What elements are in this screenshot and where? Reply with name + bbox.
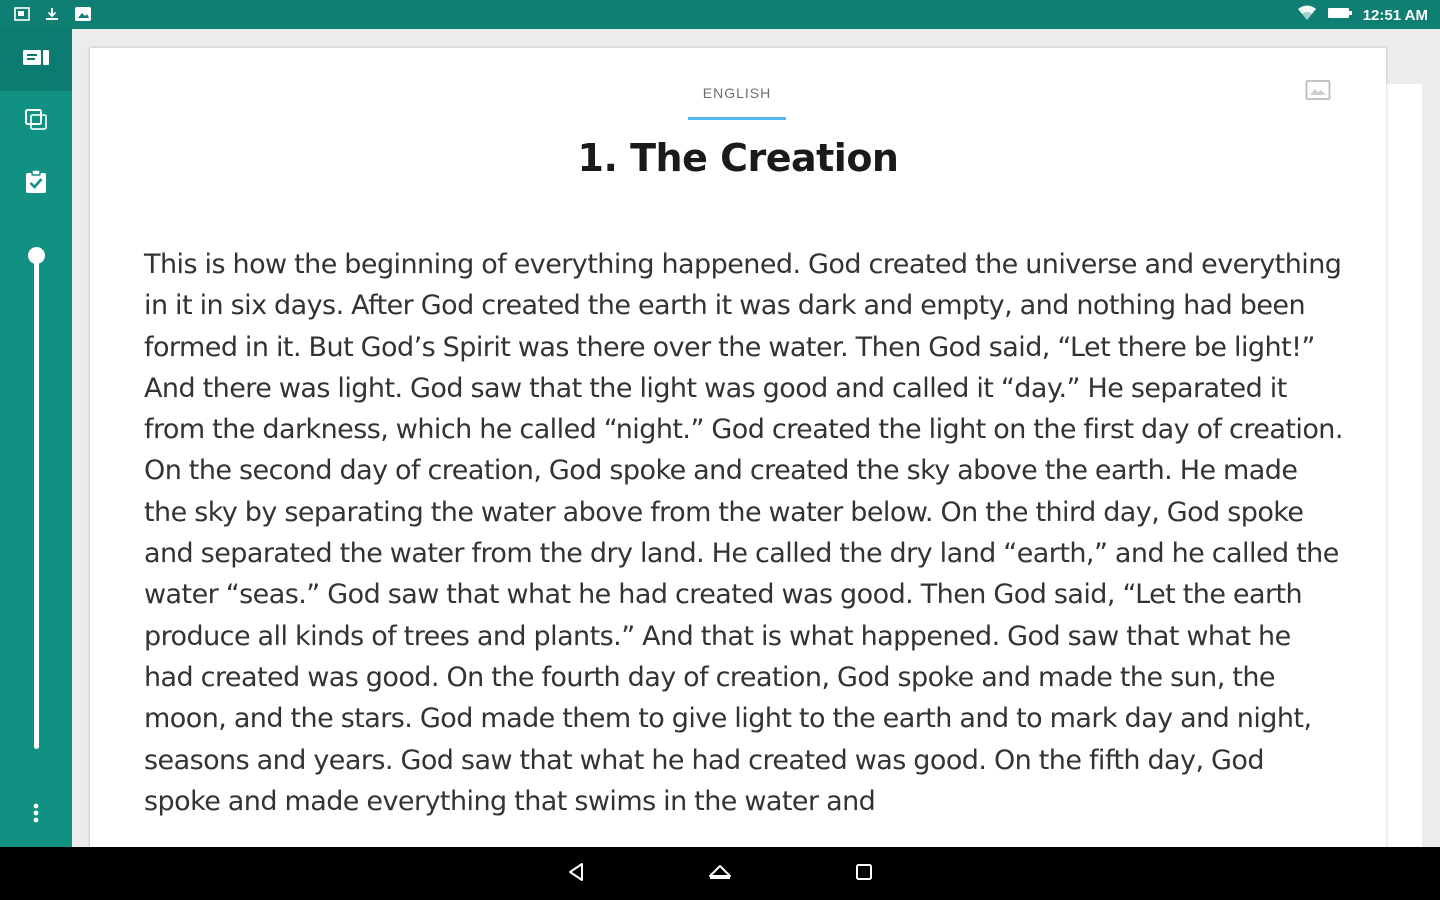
tab-indicator bbox=[688, 117, 786, 120]
download-icon bbox=[44, 6, 60, 26]
clock: 12:51 AM bbox=[1362, 6, 1428, 24]
story-title: 1. The Creation bbox=[577, 136, 899, 180]
back-icon bbox=[565, 861, 587, 887]
back-button[interactable] bbox=[562, 860, 590, 888]
reader-card bbox=[90, 48, 1386, 847]
status-bar bbox=[0, 0, 1440, 29]
sidebar-item-story-list[interactable] bbox=[0, 91, 72, 153]
tab-english-label: ENGLISH bbox=[702, 85, 772, 101]
navigation-bar bbox=[0, 847, 1440, 900]
image-icon bbox=[1305, 79, 1331, 105]
story-body: This is how the beginning of everything happened. God created the universe and everything in it in six days. After God created the earth it was dark and empty, and nothing had been formed in it. But God’s Spirit was there over the water. Then God said, “Let there be light!” And there was light. God saw that the light was good and called it “day.” He separated it from the darkness, which he called “night.” God created the light on the first day of creation. On the second day of creation, God spoke and created the sky above the earth. He made the sky by separating the water above from the water below. On the third day, God spoke and separated the water from the dry land. He called the dry land “earth,” and he called the water “seas.” God saw that what he had created was good. Then God said, “Let the earth produce all kinds of trees and plants.” And that is what happened. God saw that what he had created was good. On the fourth day of creation, God spoke and made the sun, the moon, and the stars. God made them to give light to the earth and to mark day and night, seasons and years. God saw that what he had created was good. On the fifth day, God spoke and made everything that swims in the water and bbox=[144, 249, 1343, 817]
sidebar-item-story-reader[interactable] bbox=[0, 29, 72, 91]
text-size-slider-thumb[interactable] bbox=[28, 247, 45, 264]
battery-icon bbox=[1327, 5, 1353, 25]
book-icon bbox=[22, 47, 50, 73]
more-vertical-icon bbox=[32, 802, 40, 828]
clipboard-check-icon bbox=[23, 169, 49, 199]
notification-icons bbox=[14, 6, 92, 26]
system-indicators bbox=[1297, 4, 1428, 26]
sidebar-item-checklist[interactable] bbox=[0, 153, 72, 215]
home-icon bbox=[707, 861, 733, 887]
more-menu-button[interactable] bbox=[22, 801, 50, 829]
home-button[interactable] bbox=[706, 860, 734, 888]
next-page-edge bbox=[1386, 84, 1422, 847]
recents-icon bbox=[853, 861, 875, 887]
tab-english[interactable] bbox=[688, 78, 786, 120]
text-size-slider-track[interactable] bbox=[34, 255, 39, 749]
recents-button[interactable] bbox=[850, 860, 878, 888]
side-rail bbox=[0, 29, 72, 847]
gallery-icon bbox=[14, 6, 30, 26]
frames-icon bbox=[23, 107, 49, 137]
image-icon bbox=[74, 6, 92, 26]
wifi-icon bbox=[1297, 4, 1317, 26]
image-toggle-button[interactable] bbox=[1304, 78, 1332, 106]
